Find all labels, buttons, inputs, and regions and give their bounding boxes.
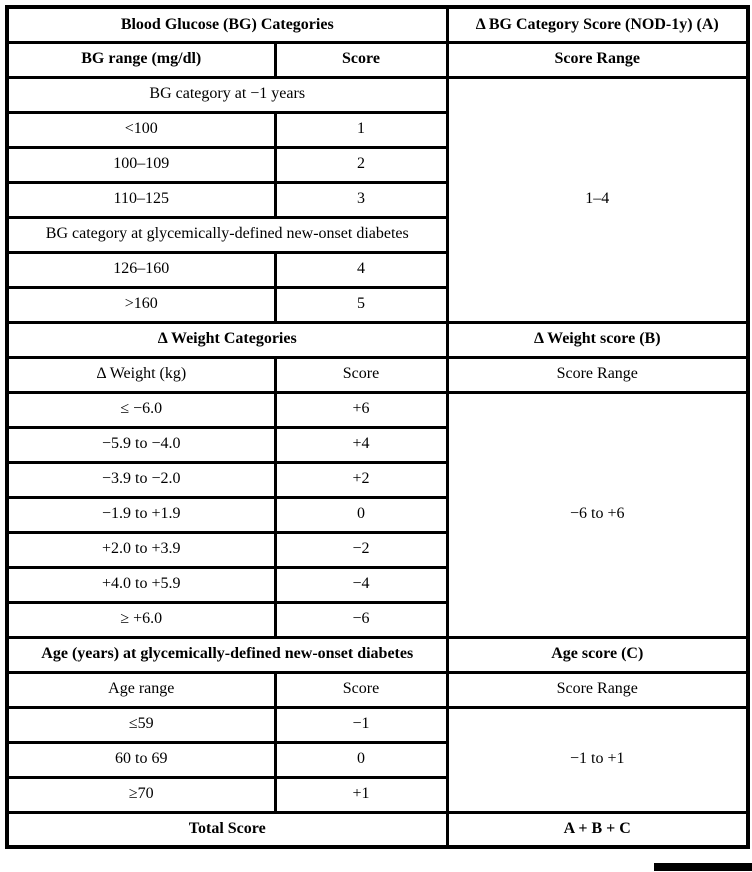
header-age-score-range: Score Range <box>447 672 748 707</box>
weight-score-range-value: −6 to +6 <box>447 392 748 637</box>
header-bg-category-score: Δ BG Category Score (NOD-1y) (A) <box>447 7 748 42</box>
table-row <box>7 672 748 707</box>
age-score-cell: +1 <box>275 777 447 812</box>
header-bg-score: Score <box>275 42 447 77</box>
black-bar-decoration <box>654 863 752 871</box>
table-row <box>7 7 748 42</box>
table-row <box>7 77 748 112</box>
footer-total-score: Total Score <box>7 812 447 847</box>
table-row <box>7 392 748 427</box>
bg-score-cell: 4 <box>275 252 447 287</box>
header-weight-categories: Δ Weight Categories <box>7 322 447 357</box>
weight-score-cell: 0 <box>275 497 447 532</box>
table-row <box>7 812 748 847</box>
bg-range-cell: 100–109 <box>7 147 275 182</box>
bg-score-cell: 3 <box>275 182 447 217</box>
header-weight-score-range: Score Range <box>447 357 748 392</box>
header-weight-kg: Δ Weight (kg) <box>7 357 275 392</box>
weight-range-cell: ≥ +6.0 <box>7 602 275 637</box>
header-bg-score-range: Score Range <box>447 42 748 77</box>
weight-score-cell: −2 <box>275 532 447 567</box>
bg-range-cell: 110–125 <box>7 182 275 217</box>
weight-score-cell: +2 <box>275 462 447 497</box>
subheader-bg-nod: BG category at glycemically-defined new-onset diabetes <box>7 217 447 252</box>
bg-score-range-value: 1–4 <box>447 77 748 322</box>
subheader-bg-minus1y: BG category at −1 years <box>7 77 447 112</box>
footer-total-formula: A + B + C <box>447 812 748 847</box>
bg-score-cell: 2 <box>275 147 447 182</box>
weight-score-cell: −6 <box>275 602 447 637</box>
weight-range-cell: −1.9 to +1.9 <box>7 497 275 532</box>
age-score-cell: 0 <box>275 742 447 777</box>
table-row <box>7 707 748 742</box>
weight-range-cell: ≤ −6.0 <box>7 392 275 427</box>
weight-range-cell: +4.0 to +5.9 <box>7 567 275 602</box>
header-bg-categories: Blood Glucose (BG) Categories <box>7 7 447 42</box>
table-row <box>7 322 748 357</box>
header-weight-score: Δ Weight score (B) <box>447 322 748 357</box>
header-age-range: Age range <box>7 672 275 707</box>
age-score-cell: −1 <box>275 707 447 742</box>
scoring-table <box>5 5 750 849</box>
table-row <box>7 637 748 672</box>
weight-range-cell: −3.9 to −2.0 <box>7 462 275 497</box>
bg-score-cell: 1 <box>275 112 447 147</box>
header-bg-range: BG range (mg/dl) <box>7 42 275 77</box>
table-row <box>7 357 748 392</box>
header-weight-score-col: Score <box>275 357 447 392</box>
weight-score-cell: −4 <box>275 567 447 602</box>
header-age-score: Age score (C) <box>447 637 748 672</box>
bg-range-cell: 126–160 <box>7 252 275 287</box>
header-age-section: Age (years) at glycemically-defined new-onset diabetes <box>7 637 447 672</box>
header-age-score-col: Score <box>275 672 447 707</box>
age-range-cell: ≤59 <box>7 707 275 742</box>
table-row <box>7 42 748 77</box>
weight-score-cell: +4 <box>275 427 447 462</box>
age-range-cell: 60 to 69 <box>7 742 275 777</box>
bg-score-cell: 5 <box>275 287 447 322</box>
bg-range-cell: <100 <box>7 112 275 147</box>
age-score-range-value: −1 to +1 <box>447 707 748 812</box>
weight-range-cell: +2.0 to +3.9 <box>7 532 275 567</box>
weight-score-cell: +6 <box>275 392 447 427</box>
bg-range-cell: >160 <box>7 287 275 322</box>
age-range-cell: ≥70 <box>7 777 275 812</box>
weight-range-cell: −5.9 to −4.0 <box>7 427 275 462</box>
